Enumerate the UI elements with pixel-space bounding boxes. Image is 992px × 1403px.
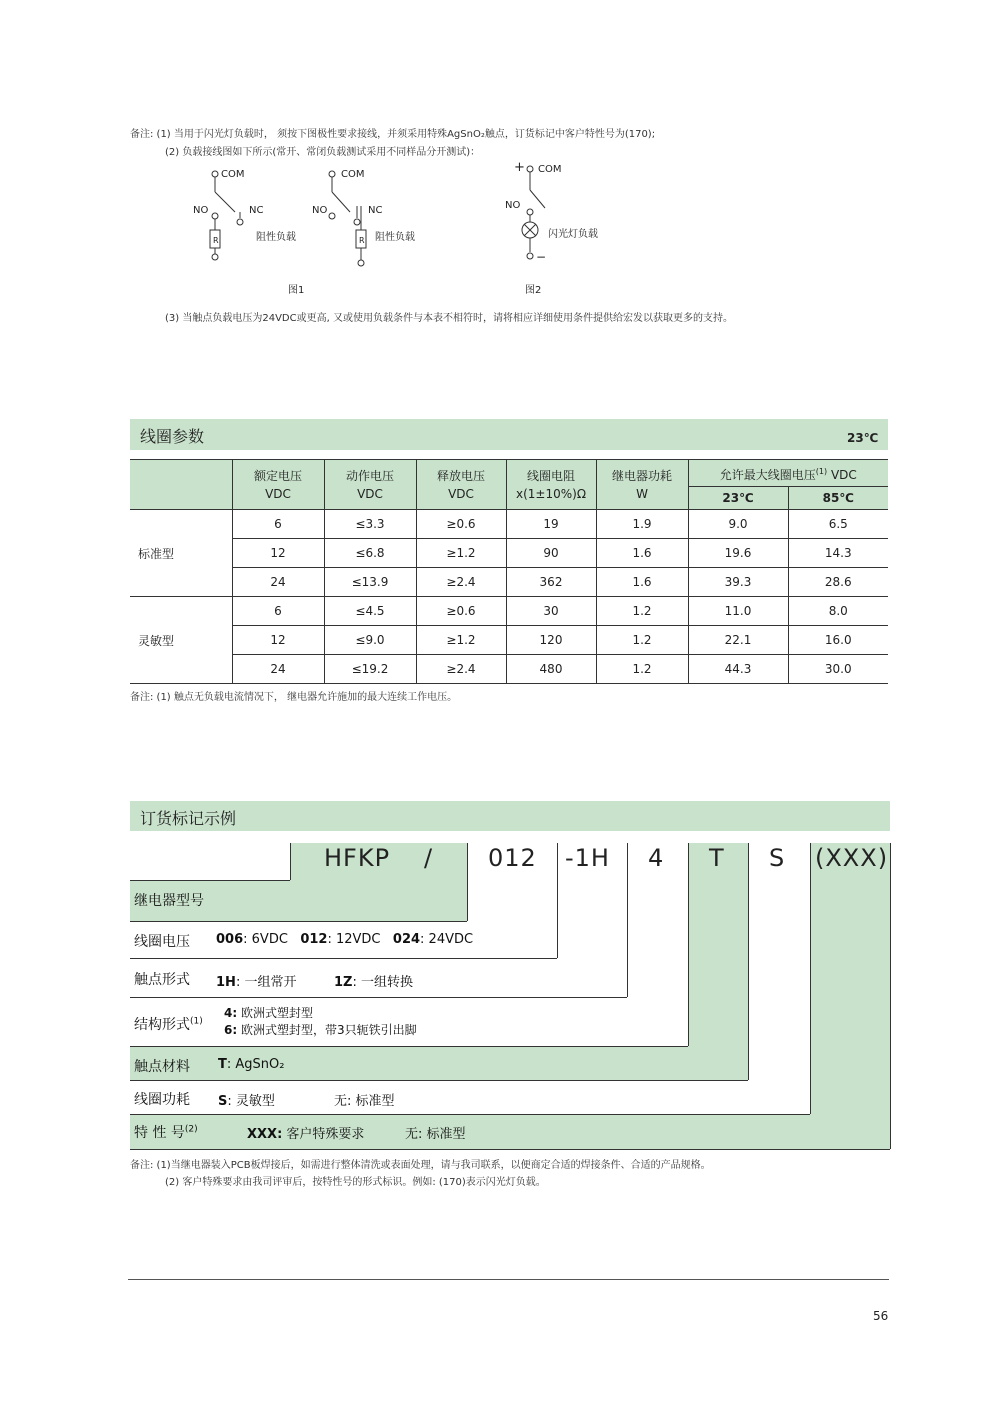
code-material: T xyxy=(709,844,725,872)
cell: 120 xyxy=(506,626,596,655)
cell: 19 xyxy=(506,510,596,539)
wiring-diagrams xyxy=(185,160,625,275)
ordering-note-1: 备注: (1)当继电器装入PCB板焊接后，如需进行整体清洗或表面处理，请与我司联系，以便商定合适的焊接条件、合适的产品规格。 xyxy=(130,1160,711,1171)
cell: 30.0 xyxy=(788,655,888,684)
cell: 24 xyxy=(232,568,324,597)
divider xyxy=(130,958,557,959)
divider xyxy=(130,1046,688,1047)
coil-note: 备注: (1) 触点无负载电流情况下， 继电器允许施加的最大连续工作电压。 xyxy=(130,692,458,703)
group-standard: 标准型 xyxy=(130,510,232,597)
divider xyxy=(290,843,291,880)
row-contact-value: 1H: 一组常开 xyxy=(216,975,297,990)
com-label-1: COM xyxy=(221,169,245,180)
step-material xyxy=(689,843,748,1080)
cell: 22.1 xyxy=(688,626,788,655)
divider xyxy=(130,1114,810,1115)
code-power: S xyxy=(769,844,786,872)
cell: ≤13.9 xyxy=(324,568,416,597)
row-model-label: 继电器型号 xyxy=(134,893,204,909)
cell: 1.9 xyxy=(596,510,688,539)
coil-section-title: 线圈参数 xyxy=(140,427,205,446)
coil-section-band xyxy=(130,419,888,450)
cell: 12 xyxy=(232,626,324,655)
table-row xyxy=(130,510,888,539)
figure-1-caption: 图1 xyxy=(288,285,305,296)
row-contact-label: 触点形式 xyxy=(134,972,190,988)
row-material-value: T: AgSnO₂ xyxy=(218,1057,285,1072)
cell: 24 xyxy=(232,655,324,684)
divider xyxy=(890,843,891,1149)
com-label-3: COM xyxy=(538,164,562,175)
divider xyxy=(688,843,689,1046)
cell: 1.2 xyxy=(596,626,688,655)
footer-divider xyxy=(128,1279,889,1280)
cell: ≤19.2 xyxy=(324,655,416,684)
row-structure-label: 结构形式$^{(1)}$ xyxy=(134,1016,203,1033)
divider xyxy=(130,880,290,881)
table-row xyxy=(130,597,888,626)
divider xyxy=(748,843,749,1080)
no-label-1: NO xyxy=(193,205,209,216)
row-structure-value-1: 4: 欧洲式塑封型 xyxy=(224,1006,313,1020)
divider xyxy=(130,997,627,998)
page-number: 56 xyxy=(873,1309,889,1323)
cell: 28.6 xyxy=(788,568,888,597)
code-structure: 4 xyxy=(648,844,665,872)
cell: 8.0 xyxy=(788,597,888,626)
table-row xyxy=(130,539,888,568)
divider xyxy=(557,843,558,958)
cell: ≤6.8 xyxy=(324,539,416,568)
resistive-load-label-1: 阻性负载 xyxy=(256,232,296,243)
header-drop-out: 释放电压 VDC xyxy=(416,460,506,510)
coil-section-temp: 23℃ xyxy=(847,431,879,445)
cell: 44.3 xyxy=(688,655,788,684)
row-power-value-2: 无: 标准型 xyxy=(334,1094,395,1109)
group-sensitive: 灵敏型 xyxy=(130,597,232,684)
cell: 90 xyxy=(506,539,596,568)
table-row xyxy=(130,568,888,597)
step-special-row xyxy=(130,1114,890,1149)
header-rated-voltage: 额定电压 VDC xyxy=(232,460,324,510)
cell: 39.3 xyxy=(688,568,788,597)
com-label-2: COM xyxy=(341,169,365,180)
ordering-section-band xyxy=(130,801,890,831)
code-model: HFKP xyxy=(324,844,391,872)
cell: ≤9.0 xyxy=(324,626,416,655)
no-label-3: NO xyxy=(505,200,521,211)
row-contact-value-2: 1Z: 一组转换 xyxy=(334,975,413,990)
resistive-load-label-2: 阻性负载 xyxy=(375,232,415,243)
no-label-2: NO xyxy=(312,205,328,216)
note-wiring: (2) 负载接线图如下所示(常开、常闭负载测试采用不同样品分开测试)： xyxy=(165,147,481,158)
row-power-label: 线圈功耗 xyxy=(134,1092,190,1108)
cell: 362 xyxy=(506,568,596,597)
nc-label-1: NC xyxy=(249,205,264,216)
cell: 1.2 xyxy=(596,597,688,626)
ordering-section-title: 订货标记示例 xyxy=(140,809,237,828)
header-blank xyxy=(130,460,232,510)
coil-table xyxy=(130,459,888,684)
minus-sign: − xyxy=(536,250,547,264)
cell: ≤3.3 xyxy=(324,510,416,539)
cell: 6 xyxy=(232,510,324,539)
divider xyxy=(130,1149,890,1150)
nc-label-2: NC xyxy=(368,205,383,216)
header-pick-up: 动作电压 VDC xyxy=(324,460,416,510)
resistor-label-1: R xyxy=(213,236,219,245)
cell: ≥1.2 xyxy=(416,539,506,568)
cell: ≥0.6 xyxy=(416,510,506,539)
plus-sign: + xyxy=(514,160,525,175)
row-special-value-2: 无: 标准型 xyxy=(405,1127,466,1142)
table-row xyxy=(130,655,888,684)
divider xyxy=(130,921,467,922)
cell: 12 xyxy=(232,539,324,568)
cell: 480 xyxy=(506,655,596,684)
divider xyxy=(130,1080,748,1081)
cell: ≥1.2 xyxy=(416,626,506,655)
table-row xyxy=(130,626,888,655)
row-voltage-label: 线圈电压 xyxy=(134,934,190,950)
row-material-label: 触点材料 xyxy=(134,1059,190,1075)
row-structure-value-2: 6: 欧洲式塑封型，带3只轭铁引出脚 xyxy=(224,1023,417,1037)
cell: 6.5 xyxy=(788,510,888,539)
cell: 1.6 xyxy=(596,568,688,597)
cell: ≥2.4 xyxy=(416,655,506,684)
code-slash: / xyxy=(424,844,434,872)
cell: 6 xyxy=(232,597,324,626)
code-special: (XXX) xyxy=(815,844,889,872)
cell: 14.3 xyxy=(788,539,888,568)
code-voltage: 012 xyxy=(488,844,537,872)
step-special xyxy=(810,843,890,1149)
flash-load-label: 闪光灯负载 xyxy=(548,229,598,240)
code-contact: -1H xyxy=(565,844,610,872)
header-power: 继电器功耗 W xyxy=(596,460,688,510)
cell: 1.6 xyxy=(596,539,688,568)
divider xyxy=(810,843,811,1114)
cell: 9.0 xyxy=(688,510,788,539)
ordering-note-2: (2) 客户特殊要求由我司评审后，按特性号的形式标识。例如: (170)表示闪光灯负载。 xyxy=(165,1177,546,1188)
divider xyxy=(627,843,628,997)
row-voltage-value: 006: 6VDC 012: 12VDC 024: 24VDC xyxy=(216,932,474,947)
cell: 1.2 xyxy=(596,655,688,684)
note-high-voltage: (3) 当触点负载电压为24VDC或更高, 又或使用负载条件与本表不相符时，请将相应详细使用条件提供给宏发以获取更多的支持。 xyxy=(165,313,733,324)
row-special-label: 特 性 号$^{(2)}$ xyxy=(134,1124,198,1141)
cell: 19.6 xyxy=(688,539,788,568)
cell: ≤4.5 xyxy=(324,597,416,626)
row-power-value: S: 灵敏型 xyxy=(218,1094,275,1109)
divider xyxy=(467,843,468,921)
resistor-label-2: R xyxy=(359,236,365,245)
header-max-voltage: 允许最大线圈电压$^{(1)}$ VDC xyxy=(688,460,888,487)
row-special-value: XXX: 客户特殊要求 xyxy=(247,1127,365,1142)
header-resistance: 线圈电阻 x(1±10%)Ω xyxy=(506,460,596,510)
cell: ≥2.4 xyxy=(416,568,506,597)
note-flash-load: 备注: (1) 当用于闪光灯负载时， 须按下图极性要求接线，并须采用特殊AgSnO₂触点，订货标记中客户特性号为(170); xyxy=(130,129,656,140)
cell: ≥0.6 xyxy=(416,597,506,626)
header-85c: 85℃ xyxy=(788,487,888,510)
cell: 16.0 xyxy=(788,626,888,655)
header-23c: 23℃ xyxy=(688,487,788,510)
cell: 30 xyxy=(506,597,596,626)
cell: 11.0 xyxy=(688,597,788,626)
figure-2-caption: 图2 xyxy=(525,285,542,296)
